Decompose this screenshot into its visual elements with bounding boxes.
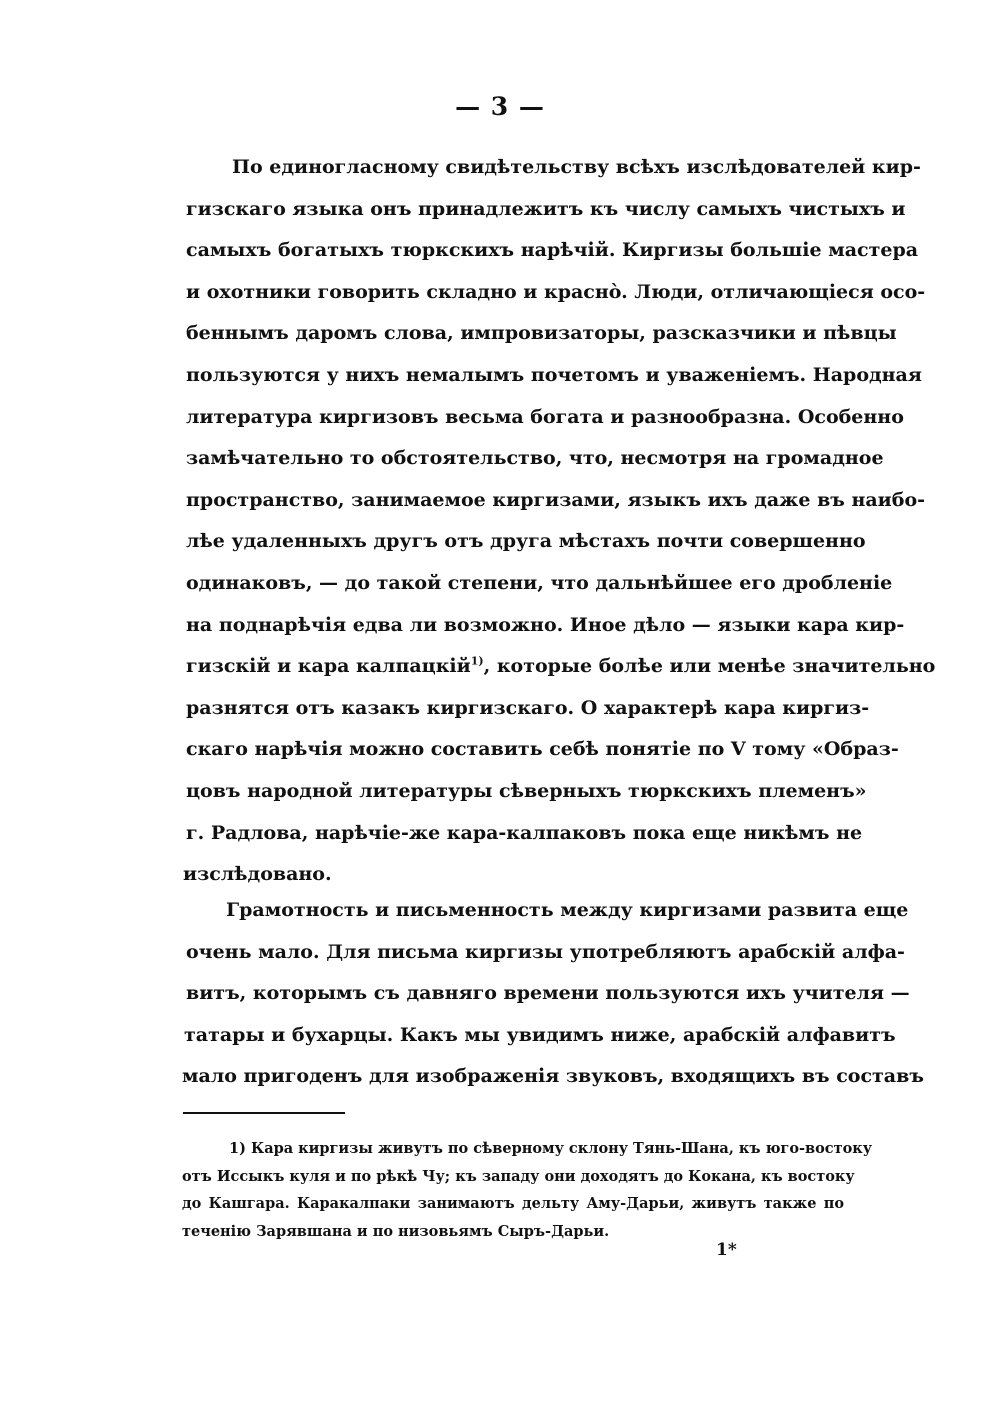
paragraph-line: замѣчательно то обстоятельство, что, несмотря на громадное — [186, 447, 884, 470]
paragraph-line: лѣе удаленныхъ другъ отъ друга мѣстахъ почти совершенно — [186, 530, 866, 553]
footnote-line: 1) Кара киргизы живутъ по сѣверному склону Тянь-Шана, къ юго-востоку — [229, 1140, 872, 1157]
footnote-line: до Кашгара. Каракалпаки занимаютъ дельту Аму-Дарьи, живутъ также по — [182, 1195, 844, 1212]
paragraph-line: мало пригоденъ для изображенія звуковъ, входящихъ въ составъ — [182, 1065, 924, 1088]
footnote-separator — [183, 1112, 345, 1114]
paragraph-line-with-footnote — [186, 646, 936, 688]
paragraph-line: беннымъ даромъ слова, импровизаторы, разсказчики и пѣвцы — [186, 322, 897, 345]
paragraph-2 — [182, 890, 924, 1098]
paragraph-line-end: , которые болѣе или менѣе значительно — [483, 655, 936, 678]
paragraph-line: изслѣдовано. — [183, 863, 332, 886]
paragraph-line: литература киргизовъ весьма богата и разнообразна. Особенно — [186, 405, 904, 428]
paragraph-1 — [183, 147, 936, 896]
signature-mark: 1* — [716, 1240, 737, 1260]
paragraph-line: одинаковъ, — до такой степени, что дальнѣйшее его дробленіе — [186, 571, 893, 594]
paragraph-line: очень мало. Для письма киргизы употребляютъ арабскій алфа- — [186, 940, 905, 963]
paragraph-line: разнятся отъ казакъ киргизскаго. О характерѣ кара киргиз- — [186, 696, 870, 719]
footnote-line: отъ Иссыкъ куля и по рѣкѣ Чу; къ западу они доходятъ до Кокана, къ востоку — [182, 1167, 855, 1185]
paragraph-line: татары и бухарцы. Какъ мы увидимъ ниже, арабскій алфавитъ — [184, 1023, 896, 1046]
paragraph-line: и охотники говорить складно и краснò. Люди, отличающіеся осо- — [186, 280, 926, 303]
paragraph-line: пространство, занимаемое киргизами, языкъ ихъ даже въ наибо- — [186, 488, 925, 511]
paragraph-line: витъ, которымъ съ давняго времени пользуются ихъ учителя — — [186, 982, 910, 1005]
paragraph-line-start: гизскій и кара калпацкій — [186, 655, 471, 678]
footnote-line: теченію Зарявшана и по низовьямъ Сыръ-Дарьи. — [182, 1222, 610, 1240]
paragraph-line: По единогласному свидѣтельству всѣхъ изслѣдователей кир- — [232, 156, 921, 178]
paragraph-line: г. Радлова, нарѣчіе-же кара-калпаковъ пока еще никѣмъ не — [186, 821, 863, 844]
paragraph-line: скаго нарѣчія можно составить себѣ понятіе по V тому «Образ- — [186, 738, 899, 761]
paragraph-line: самыхъ богатыхъ тюркскихъ нарѣчій. Киргизы большіе мастера — [186, 239, 919, 262]
paragraph-line: на поднарѣчія едва ли возможно. Иное дѣло — языки кара кир- — [186, 613, 905, 636]
footnote — [182, 1135, 872, 1245]
page-number: — 3 — — [455, 92, 545, 121]
paragraph-line: цовъ народной литературы сѣверныхъ тюркскихъ племенъ» — [186, 779, 867, 802]
paragraph-line: Грамотность и письменность между киргизами развита еще — [226, 899, 909, 921]
paragraph-line: пользуются у нихъ немалымъ почетомъ и уваженіемъ. Народная — [186, 363, 922, 386]
footnote-reference[interactable]: 1) — [470, 654, 484, 668]
paragraph-line: гизскаго языка онъ принадлежитъ къ числу самыхъ чистыхъ и — [186, 197, 906, 220]
